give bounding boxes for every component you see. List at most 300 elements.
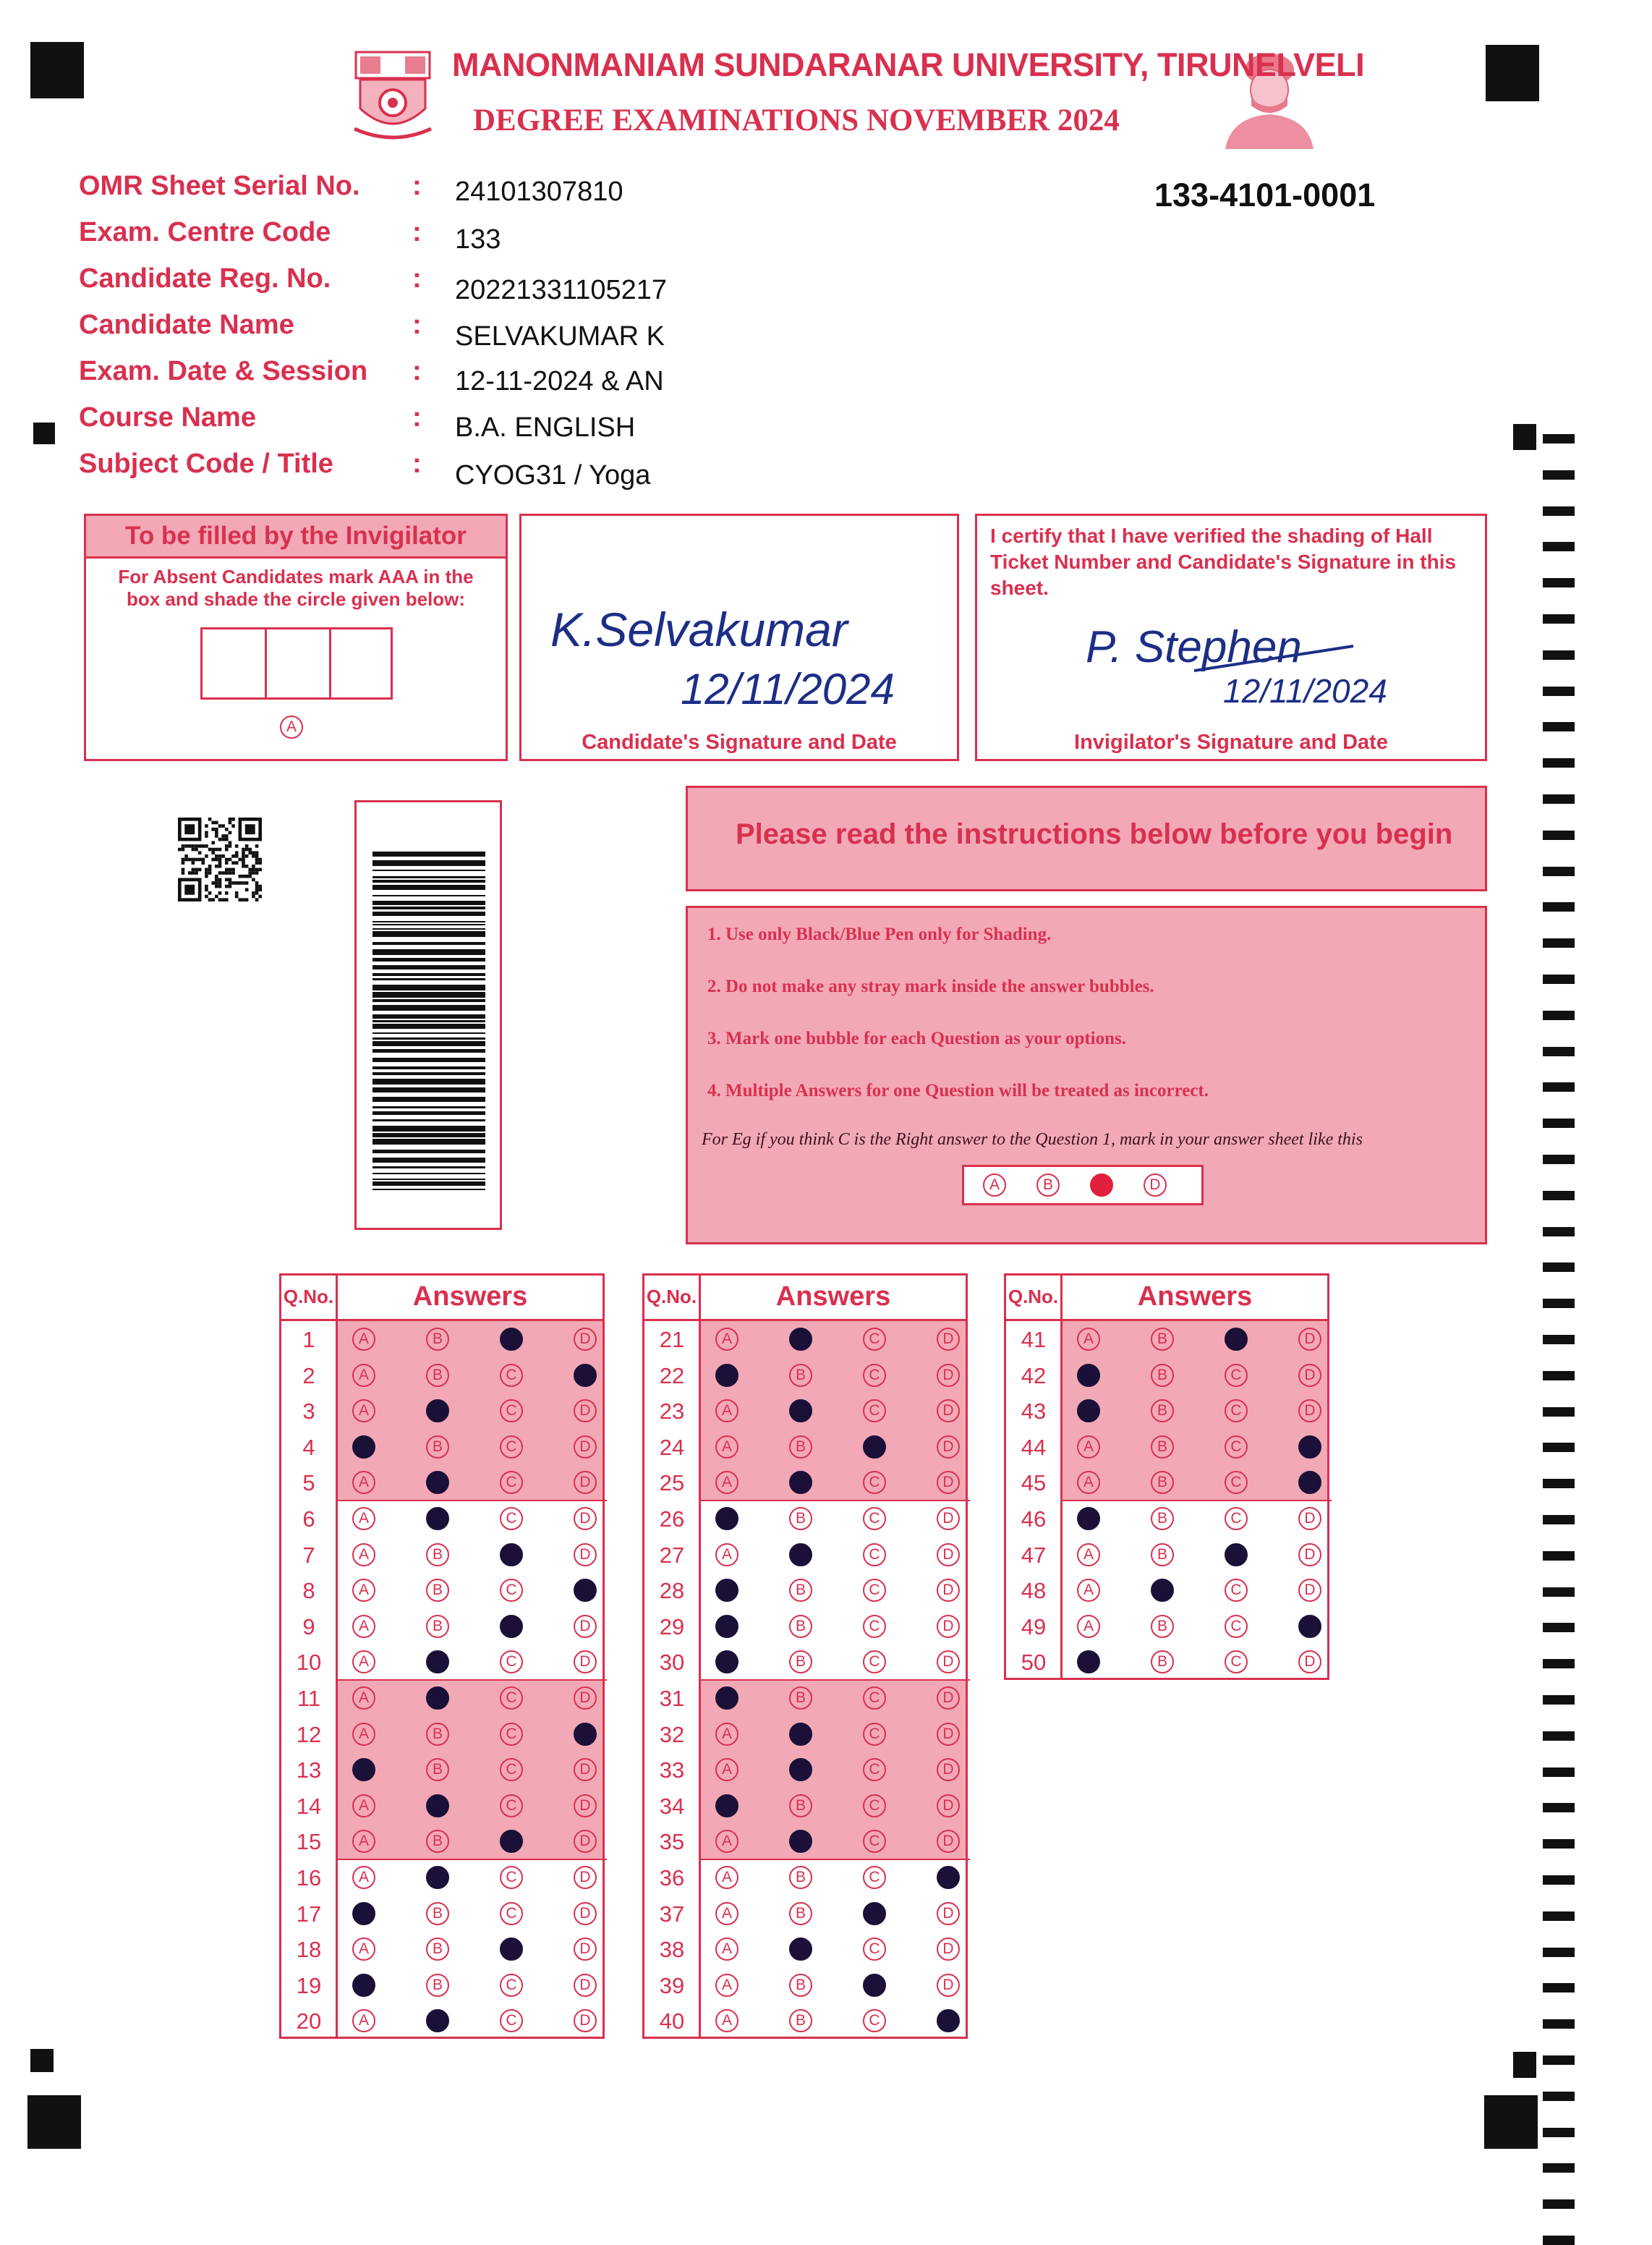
instructions-heading-box xyxy=(686,786,1487,891)
answer-bubble-q47-c[interactable] xyxy=(1225,1543,1248,1566)
answer-bubble-q1-a[interactable]: A xyxy=(352,1328,375,1351)
question-number: 20 xyxy=(296,2008,322,2034)
qno-header: Q.No. xyxy=(283,1286,334,1307)
timing-mark xyxy=(1543,1767,1575,1777)
answer-bubble-q28-c[interactable]: C xyxy=(863,1579,886,1602)
answer-bubble-q10-d[interactable]: D xyxy=(574,1650,597,1673)
answer-bubble-q32-d[interactable]: D xyxy=(937,1723,960,1746)
timing-mark xyxy=(1543,434,1575,444)
answer-bubble-q20-a[interactable]: A xyxy=(352,2009,375,2032)
answer-bubble-q31-d[interactable]: D xyxy=(937,1686,960,1710)
answer-bubble-q41-d[interactable]: D xyxy=(1298,1328,1321,1351)
answer-bubble-q36-c[interactable]: C xyxy=(863,1866,886,1889)
answer-bubble-q11-a[interactable]: A xyxy=(352,1686,375,1710)
timing-mark xyxy=(1543,2236,1575,2245)
answer-bubble-q14-c[interactable]: C xyxy=(500,1794,523,1817)
answer-bubble-q1-b[interactable]: B xyxy=(426,1328,449,1351)
answer-bubble-q44-b[interactable]: B xyxy=(1151,1435,1174,1459)
answer-bubble-q50-d[interactable]: D xyxy=(1298,1650,1321,1673)
answer-bubble-q19-d[interactable]: D xyxy=(574,1974,597,1997)
answer-bubble-q24-c[interactable] xyxy=(863,1435,886,1459)
answer-bubble-q7-c[interactable] xyxy=(500,1543,523,1566)
answer-bubble-q29-c[interactable]: C xyxy=(863,1615,886,1638)
answer-bubble-q46-c[interactable]: C xyxy=(1225,1507,1248,1530)
answers-header: Answers xyxy=(775,1281,891,1312)
invigilator-signature-date: 12/11/2024 xyxy=(1223,672,1387,710)
invigilator-absent-box xyxy=(84,514,508,761)
barcode xyxy=(372,852,485,1192)
answer-bubble-q33-c[interactable]: C xyxy=(863,1758,886,1781)
timing-mark xyxy=(1543,2055,1575,2065)
answer-table-2 xyxy=(642,1273,968,2039)
answer-bubble-q39-d[interactable]: D xyxy=(937,1974,960,1997)
answer-bubble-q43-b[interactable]: B xyxy=(1151,1399,1174,1422)
answer-bubble-q47-d[interactable]: D xyxy=(1298,1543,1321,1566)
example-bubble-a: A xyxy=(983,1174,1006,1197)
answer-bubble-q42-d[interactable]: D xyxy=(1298,1364,1321,1387)
university-name: MANONMANIAM SUNDARANAR UNIVERSITY, TIRUNELVELI xyxy=(452,46,1365,83)
question-number: 8 xyxy=(302,1578,315,1604)
answer-bubble-q21-b[interactable] xyxy=(789,1328,812,1351)
answer-bubble-q46-d[interactable]: D xyxy=(1298,1507,1321,1530)
timing-mark xyxy=(1543,902,1575,912)
timing-mark xyxy=(1543,1227,1575,1236)
answers-header: Answers xyxy=(1137,1281,1253,1312)
answer-bubble-q21-d[interactable]: D xyxy=(937,1328,960,1351)
question-number: 45 xyxy=(1021,1470,1047,1496)
answer-bubble-q24-b[interactable]: B xyxy=(789,1435,812,1459)
answer-bubble-q49-c[interactable]: C xyxy=(1225,1615,1248,1638)
label-candidate-name: Candidate Name xyxy=(79,310,294,340)
timing-mark xyxy=(1543,1082,1575,1092)
answer-bubble-q2-d[interactable] xyxy=(574,1364,597,1387)
answer-bubble-q10-a[interactable]: A xyxy=(352,1650,375,1673)
answer-bubble-q27-b[interactable] xyxy=(789,1543,812,1566)
timing-mark xyxy=(1543,1262,1575,1272)
answer-bubble-q22-b[interactable]: B xyxy=(789,1364,812,1387)
answer-bubble-q24-d[interactable]: D xyxy=(937,1435,960,1459)
absent-instruction: For Absent Candidates mark AAA in the box and shade the circle given below: xyxy=(118,566,474,610)
timing-mark xyxy=(1543,1948,1575,1957)
colon: : xyxy=(412,356,422,386)
answer-bubble-q40-a[interactable]: A xyxy=(715,2009,738,2032)
registration-mark-bottom-right xyxy=(1484,2095,1538,2149)
question-number: 33 xyxy=(659,1757,685,1783)
answer-bubble-q48-a[interactable]: A xyxy=(1077,1579,1100,1602)
answer-bubble-q36-a[interactable]: A xyxy=(715,1866,738,1889)
answer-bubble-q12-a[interactable]: A xyxy=(352,1723,375,1746)
example-bubble-b: B xyxy=(1036,1174,1060,1197)
answer-bubble-q13-b[interactable]: B xyxy=(426,1758,449,1781)
question-number: 31 xyxy=(659,1686,685,1711)
answer-bubble-q30-a[interactable] xyxy=(715,1650,738,1673)
answer-bubble-q11-b[interactable] xyxy=(426,1686,449,1710)
answer-bubble-q9-c[interactable] xyxy=(500,1615,523,1638)
answer-bubble-q5-d[interactable]: D xyxy=(574,1471,597,1494)
answer-bubble-q40-d[interactable] xyxy=(937,2009,960,2032)
answer-bubble-q6-b[interactable] xyxy=(426,1507,449,1530)
timing-mark xyxy=(1543,1731,1575,1741)
example-bubbles xyxy=(962,1165,1204,1205)
question-number: 46 xyxy=(1021,1506,1047,1532)
question-number: 9 xyxy=(302,1613,315,1639)
answer-bubble-q3-b[interactable] xyxy=(426,1399,449,1422)
answer-bubble-q25-d[interactable]: D xyxy=(937,1471,960,1494)
answer-bubble-q47-b[interactable]: B xyxy=(1151,1543,1174,1566)
answer-bubble-q19-b[interactable]: B xyxy=(426,1974,449,1997)
timing-mark xyxy=(1543,1911,1575,1921)
question-number: 18 xyxy=(296,1937,322,1963)
timing-mark xyxy=(1543,1839,1575,1849)
candidate-signature xyxy=(536,603,955,711)
timing-mark xyxy=(1543,1371,1575,1380)
answer-bubble-q47-a[interactable]: A xyxy=(1077,1543,1100,1566)
answer-bubble-q31-b[interactable]: B xyxy=(789,1686,812,1710)
answer-bubble-q50-a[interactable] xyxy=(1077,1650,1100,1673)
answer-bubble-q38-c[interactable]: C xyxy=(863,1938,886,1961)
answer-bubble-q2-c[interactable]: C xyxy=(500,1364,523,1387)
answer-bubble-q24-a[interactable]: A xyxy=(715,1435,738,1459)
answer-bubble-q32-c[interactable]: C xyxy=(863,1723,886,1746)
timing-mark xyxy=(1543,938,1575,948)
question-number: 28 xyxy=(659,1578,685,1604)
answer-bubble-q43-c[interactable]: C xyxy=(1225,1399,1248,1422)
answer-bubble-q48-b[interactable] xyxy=(1151,1579,1174,1602)
answer-bubble-q46-b[interactable]: B xyxy=(1151,1507,1174,1530)
answer-bubble-q32-b[interactable] xyxy=(789,1723,812,1746)
answer-bubble-q17-a[interactable] xyxy=(352,1902,375,1925)
question-number: 24 xyxy=(659,1434,685,1460)
answer-bubble-q37-d[interactable]: D xyxy=(937,1902,960,1925)
answer-bubble-q14-d[interactable]: D xyxy=(574,1794,597,1817)
answer-bubble-q10-b[interactable] xyxy=(426,1650,449,1673)
timing-mark xyxy=(1543,831,1575,840)
question-number: 5 xyxy=(302,1470,315,1496)
answer-bubble-q23-c[interactable]: C xyxy=(863,1399,886,1422)
absent-aaa-boxes[interactable] xyxy=(200,627,393,700)
timing-mark xyxy=(1543,1191,1575,1200)
question-number: 3 xyxy=(302,1399,315,1425)
answer-bubble-q31-a[interactable] xyxy=(715,1686,738,1710)
answer-bubble-q44-d[interactable] xyxy=(1298,1435,1321,1459)
answer-bubble-q21-a[interactable]: A xyxy=(715,1328,738,1351)
question-number: 4 xyxy=(302,1434,315,1460)
answer-bubble-q41-c[interactable] xyxy=(1225,1328,1248,1351)
answer-bubble-q18-d[interactable]: D xyxy=(574,1938,597,1961)
answer-bubble-q8-c[interactable]: C xyxy=(500,1579,523,1602)
answer-bubble-q18-c[interactable] xyxy=(500,1938,523,1961)
answer-bubble-q15-b[interactable]: B xyxy=(426,1830,449,1853)
answer-bubble-q49-b[interactable]: B xyxy=(1151,1615,1174,1638)
answer-bubble-q30-d[interactable]: D xyxy=(937,1650,960,1673)
answer-bubble-q32-a[interactable]: A xyxy=(715,1723,738,1746)
answer-bubble-q23-b[interactable] xyxy=(789,1399,812,1422)
value-candidate-name: SELVAKUMAR K xyxy=(455,321,665,352)
registration-mark-right-top xyxy=(1513,424,1536,450)
timing-mark xyxy=(1543,1479,1575,1488)
answer-bubble-q36-b[interactable]: B xyxy=(789,1866,812,1889)
timing-mark xyxy=(1543,2163,1575,2173)
answer-bubble-q4-a[interactable] xyxy=(352,1435,375,1459)
answer-bubble-q42-b[interactable]: B xyxy=(1151,1364,1174,1387)
answer-bubble-q20-c[interactable]: C xyxy=(500,2009,523,2032)
answer-bubble-q11-d[interactable]: D xyxy=(574,1686,597,1710)
answer-bubble-q28-d[interactable]: D xyxy=(937,1579,960,1602)
answer-bubble-q4-c[interactable]: C xyxy=(500,1435,523,1459)
answer-bubble-q8-a[interactable]: A xyxy=(352,1579,375,1602)
answer-bubble-q42-c[interactable]: C xyxy=(1225,1364,1248,1387)
value-subject: CYOG31 / Yoga xyxy=(455,460,651,491)
answer-bubble-q14-b[interactable] xyxy=(426,1794,449,1817)
answer-bubble-q49-d[interactable] xyxy=(1298,1615,1321,1638)
answer-bubble-q25-a[interactable]: A xyxy=(715,1471,738,1494)
answer-bubble-q48-c[interactable]: C xyxy=(1225,1579,1248,1602)
question-number: 48 xyxy=(1021,1578,1047,1604)
answer-table-3 xyxy=(1004,1273,1329,1680)
invigilator-signature-caption: Invigilator's Signature and Date xyxy=(1074,731,1388,754)
label-reg-no: Candidate Reg. No. xyxy=(79,263,331,294)
answer-bubble-q38-a[interactable]: A xyxy=(715,1938,738,1961)
answer-bubble-q34-b[interactable]: B xyxy=(789,1794,812,1817)
value-omr-serial: 24101307810 xyxy=(455,177,623,207)
answer-bubble-q26-b[interactable]: B xyxy=(789,1507,812,1530)
label-exam-date: Exam. Date & Session xyxy=(79,356,368,386)
answer-bubble-q6-a[interactable]: A xyxy=(352,1507,375,1530)
label-omr-serial: OMR Sheet Serial No. xyxy=(79,171,360,201)
answer-bubble-q7-a[interactable]: A xyxy=(352,1543,375,1566)
instruction-3: 3. Mark one bubble for each Question as your options. xyxy=(707,1029,1127,1048)
answer-bubble-q9-d[interactable]: D xyxy=(574,1615,597,1638)
answer-bubble-q39-b[interactable]: B xyxy=(789,1974,812,1997)
answer-bubble-q26-c[interactable]: C xyxy=(863,1507,886,1530)
answer-bubble-q44-a[interactable]: A xyxy=(1077,1435,1100,1459)
question-number: 36 xyxy=(659,1865,685,1890)
answer-bubble-q7-b[interactable]: B xyxy=(426,1543,449,1566)
answer-bubble-q45-c[interactable]: C xyxy=(1225,1471,1248,1494)
qno-header: Q.No. xyxy=(646,1286,697,1307)
answer-bubble-q45-a[interactable]: A xyxy=(1077,1471,1100,1494)
timing-mark xyxy=(1543,1119,1575,1128)
answer-bubble-q20-d[interactable]: D xyxy=(574,2009,597,2032)
timing-mark xyxy=(1543,1443,1575,1452)
answer-bubble-q27-d[interactable]: D xyxy=(937,1543,960,1566)
answer-bubble-q17-b[interactable]: B xyxy=(426,1902,449,1925)
answer-bubble-q4-b[interactable]: B xyxy=(426,1435,449,1459)
answer-bubble-q17-c[interactable]: C xyxy=(500,1902,523,1925)
answer-bubble-q12-d[interactable] xyxy=(574,1723,597,1746)
answer-bubble-q6-c[interactable]: C xyxy=(500,1507,523,1530)
timing-mark xyxy=(1543,975,1575,984)
answer-bubble-q37-c[interactable] xyxy=(863,1902,886,1925)
answer-bubble-q40-b[interactable]: B xyxy=(789,2009,812,2032)
timing-mark xyxy=(1543,1551,1575,1561)
answer-bubble-q33-b[interactable] xyxy=(789,1758,812,1781)
answer-bubble-q37-a[interactable]: A xyxy=(715,1902,738,1925)
answers-header: Answers xyxy=(412,1281,528,1312)
answer-bubble-q13-d[interactable]: D xyxy=(574,1758,597,1781)
answer-bubble-q5-c[interactable]: C xyxy=(500,1471,523,1494)
absent-circle[interactable]: A xyxy=(280,716,303,739)
answer-bubble-q13-c[interactable]: C xyxy=(500,1758,523,1781)
question-number: 37 xyxy=(659,1901,685,1927)
answer-bubble-q39-c[interactable] xyxy=(863,1974,886,1997)
answer-bubble-q46-a[interactable] xyxy=(1077,1507,1100,1530)
answer-bubble-q27-a[interactable]: A xyxy=(715,1543,738,1566)
answer-bubble-q38-d[interactable]: D xyxy=(937,1938,960,1961)
answer-bubble-q49-a[interactable]: A xyxy=(1077,1615,1100,1638)
question-number: 50 xyxy=(1021,1650,1047,1676)
question-number: 21 xyxy=(659,1327,685,1352)
answer-bubble-q13-a[interactable] xyxy=(352,1758,375,1781)
answer-bubble-q40-c[interactable]: C xyxy=(863,2009,886,2032)
answer-bubble-q3-a[interactable]: A xyxy=(352,1399,375,1422)
answer-bubble-q41-b[interactable]: B xyxy=(1151,1328,1174,1351)
answer-bubble-q22-a[interactable] xyxy=(715,1364,738,1387)
question-number: 41 xyxy=(1021,1327,1047,1352)
question-number: 34 xyxy=(659,1793,685,1819)
timing-mark xyxy=(1543,2092,1575,2101)
answer-bubble-q37-b[interactable]: B xyxy=(789,1902,812,1925)
answer-bubble-q10-c[interactable]: C xyxy=(500,1650,523,1673)
answer-bubble-q28-a[interactable] xyxy=(715,1579,738,1602)
answer-bubble-q45-b[interactable]: B xyxy=(1151,1471,1174,1494)
answer-bubble-q2-a[interactable]: A xyxy=(352,1364,375,1387)
answer-bubble-q23-a[interactable]: A xyxy=(715,1399,738,1422)
answer-bubble-q30-b[interactable]: B xyxy=(789,1650,812,1673)
answer-bubble-q36-d[interactable] xyxy=(937,1866,960,1889)
colon: : xyxy=(412,402,422,433)
example-bubble-c xyxy=(1090,1174,1113,1197)
answer-bubble-q16-c[interactable]: C xyxy=(500,1866,523,1889)
answer-bubble-q44-c[interactable]: C xyxy=(1225,1435,1248,1459)
value-reg-no: 20221331105217 xyxy=(455,275,668,305)
answer-bubble-q14-a[interactable]: A xyxy=(352,1794,375,1817)
answer-bubble-q29-d[interactable]: D xyxy=(937,1615,960,1638)
candidate-signature-caption: Candidate's Signature and Date xyxy=(582,731,897,754)
answer-bubble-q16-a[interactable]: A xyxy=(352,1866,375,1889)
example-bubble-d: D xyxy=(1144,1174,1167,1197)
invigilator-signature-box xyxy=(975,514,1487,761)
answer-bubble-q22-c[interactable]: C xyxy=(863,1364,886,1387)
value-exam-date: 12-11-2024 & AN xyxy=(455,366,664,396)
timing-mark xyxy=(1543,1875,1575,1885)
timing-mark xyxy=(1543,867,1575,876)
timing-mark xyxy=(1543,1407,1575,1417)
timing-mark xyxy=(1543,2128,1575,2137)
answer-bubble-q28-b[interactable]: B xyxy=(789,1579,812,1602)
answer-bubble-q15-a[interactable]: A xyxy=(352,1830,375,1853)
timing-mark xyxy=(1543,1335,1575,1344)
answer-bubble-q8-b[interactable]: B xyxy=(426,1579,449,1602)
answer-bubble-q21-c[interactable]: C xyxy=(863,1328,886,1351)
question-number: 12 xyxy=(296,1721,322,1747)
answer-bubble-q43-a[interactable] xyxy=(1077,1399,1100,1422)
question-number: 42 xyxy=(1021,1362,1047,1388)
answer-bubble-q30-c[interactable]: C xyxy=(863,1650,886,1673)
question-number: 13 xyxy=(296,1757,322,1783)
answer-bubble-q25-c[interactable]: C xyxy=(863,1471,886,1494)
answer-bubble-q19-c[interactable]: C xyxy=(500,1974,523,1997)
question-number: 25 xyxy=(659,1470,685,1496)
answer-bubble-q9-a[interactable]: A xyxy=(352,1615,375,1638)
question-number: 47 xyxy=(1021,1542,1047,1568)
answer-bubble-q5-a[interactable]: A xyxy=(352,1471,375,1494)
answer-bubble-q18-a[interactable]: A xyxy=(352,1938,375,1961)
answer-bubble-q35-c[interactable]: C xyxy=(863,1830,886,1853)
answer-bubble-q39-a[interactable]: A xyxy=(715,1974,738,1997)
answer-bubble-q31-c[interactable]: C xyxy=(863,1686,886,1710)
answer-bubble-q15-d[interactable]: D xyxy=(574,1830,597,1853)
answer-bubble-q4-d[interactable]: D xyxy=(574,1435,597,1459)
answer-bubble-q2-b[interactable]: B xyxy=(426,1364,449,1387)
answer-bubble-q23-d[interactable]: D xyxy=(937,1399,960,1422)
answer-bubble-q11-c[interactable]: C xyxy=(500,1686,523,1710)
question-number: 40 xyxy=(659,2008,685,2034)
question-number: 2 xyxy=(302,1362,315,1388)
answer-bubble-q27-c[interactable]: C xyxy=(863,1543,886,1566)
answer-bubble-q42-a[interactable] xyxy=(1077,1364,1100,1387)
answer-bubble-q22-d[interactable]: D xyxy=(937,1364,960,1387)
answer-bubble-q50-b[interactable]: B xyxy=(1151,1650,1174,1673)
answer-bubble-q41-a[interactable]: A xyxy=(1077,1328,1100,1351)
answer-bubble-q1-d[interactable]: D xyxy=(574,1328,597,1351)
answer-bubble-q3-d[interactable]: D xyxy=(574,1399,597,1422)
answer-bubble-q33-a[interactable]: A xyxy=(715,1758,738,1781)
question-number: 39 xyxy=(659,1972,685,1998)
answer-bubble-q26-a[interactable] xyxy=(715,1507,738,1530)
invigilator-certify-text: I certify that I have verified the shading of Hall Ticket Number and Candidate's Signature in this sheet. xyxy=(990,525,1457,599)
answer-bubble-q34-d[interactable]: D xyxy=(937,1794,960,1817)
answer-bubble-q38-b[interactable] xyxy=(789,1938,812,1961)
answer-bubble-q12-b[interactable]: B xyxy=(426,1723,449,1746)
timing-mark xyxy=(1543,722,1575,731)
question-number: 27 xyxy=(659,1542,685,1568)
answer-bubble-q43-d[interactable]: D xyxy=(1298,1399,1321,1422)
question-number: 32 xyxy=(659,1721,685,1747)
question-number: 11 xyxy=(297,1686,321,1711)
answer-bubble-q29-a[interactable] xyxy=(715,1615,738,1638)
answer-bubble-q33-d[interactable]: D xyxy=(937,1758,960,1781)
answer-bubble-q29-b[interactable]: B xyxy=(789,1615,812,1638)
value-course-name: B.A. ENGLISH xyxy=(455,412,636,443)
exam-title: DEGREE EXAMINATIONS NOVEMBER 2024 xyxy=(473,103,1120,137)
answer-bubble-q48-d[interactable]: D xyxy=(1298,1579,1321,1602)
answer-bubble-q3-c[interactable]: C xyxy=(500,1399,523,1422)
answer-bubble-q18-b[interactable]: B xyxy=(426,1938,449,1961)
timing-mark xyxy=(1543,578,1575,587)
answer-bubble-q17-d[interactable]: D xyxy=(574,1902,597,1925)
answer-bubble-q20-b[interactable] xyxy=(426,2009,449,2032)
answer-bubble-q6-d[interactable]: D xyxy=(574,1507,597,1530)
answer-bubble-q16-b[interactable] xyxy=(426,1866,449,1889)
answer-bubble-q16-d[interactable]: D xyxy=(574,1866,597,1889)
answer-bubble-q19-a[interactable] xyxy=(352,1974,375,1997)
answer-bubble-q1-c[interactable] xyxy=(500,1328,523,1351)
answer-bubble-q35-a[interactable]: A xyxy=(715,1830,738,1853)
answer-bubble-q7-d[interactable]: D xyxy=(574,1543,597,1566)
timing-mark xyxy=(1543,614,1575,624)
answer-bubble-q26-d[interactable]: D xyxy=(937,1507,960,1530)
answer-bubble-q34-c[interactable]: C xyxy=(863,1794,886,1817)
answer-bubble-q12-c[interactable]: C xyxy=(500,1723,523,1746)
answer-bubble-q9-b[interactable]: B xyxy=(426,1615,449,1638)
invigilator-signature xyxy=(1078,604,1418,713)
answer-bubble-q50-c[interactable]: C xyxy=(1225,1650,1248,1673)
answer-bubble-q8-d[interactable] xyxy=(574,1579,597,1602)
timing-mark xyxy=(1543,1155,1575,1164)
answer-bubble-q34-a[interactable] xyxy=(715,1794,738,1817)
answer-bubble-q35-d[interactable]: D xyxy=(937,1830,960,1853)
